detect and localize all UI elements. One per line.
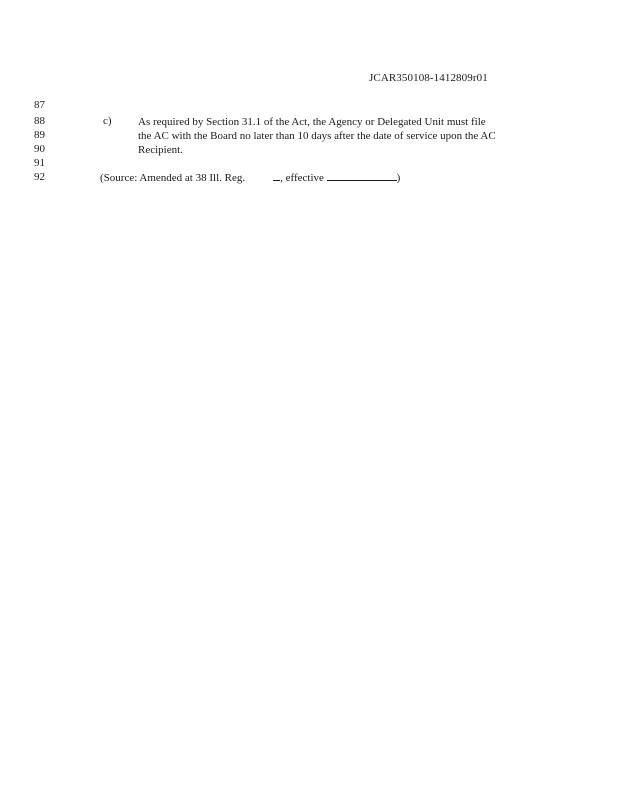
subsection-line: Recipient. (138, 144, 183, 156)
line-number: 88 (34, 115, 45, 127)
source-note-effective: , effective (280, 172, 324, 184)
line-number: 89 (34, 129, 45, 141)
source-note (100, 171, 400, 185)
source-note-prefix: (Source: Amended at 38 Ill. Reg. (100, 172, 246, 184)
document-id: JCAR350108-1412809r01 (369, 72, 488, 84)
effective-date-blank (327, 171, 397, 181)
line-number: 87 (34, 99, 45, 111)
subsection-label: c) (103, 115, 112, 127)
line-number: 91 (34, 157, 45, 169)
line-number: 90 (34, 143, 45, 155)
subsection-text (138, 115, 558, 157)
source-note-suffix: ) (396, 172, 401, 184)
line-number: 92 (34, 171, 45, 183)
subsection-line: the AC with the Board no later than 10 days after the date of service upon the AC (138, 130, 496, 142)
subsection-line: As required by Section 31.1 of the Act, the Agency or Delegated Unit must file (138, 116, 486, 128)
